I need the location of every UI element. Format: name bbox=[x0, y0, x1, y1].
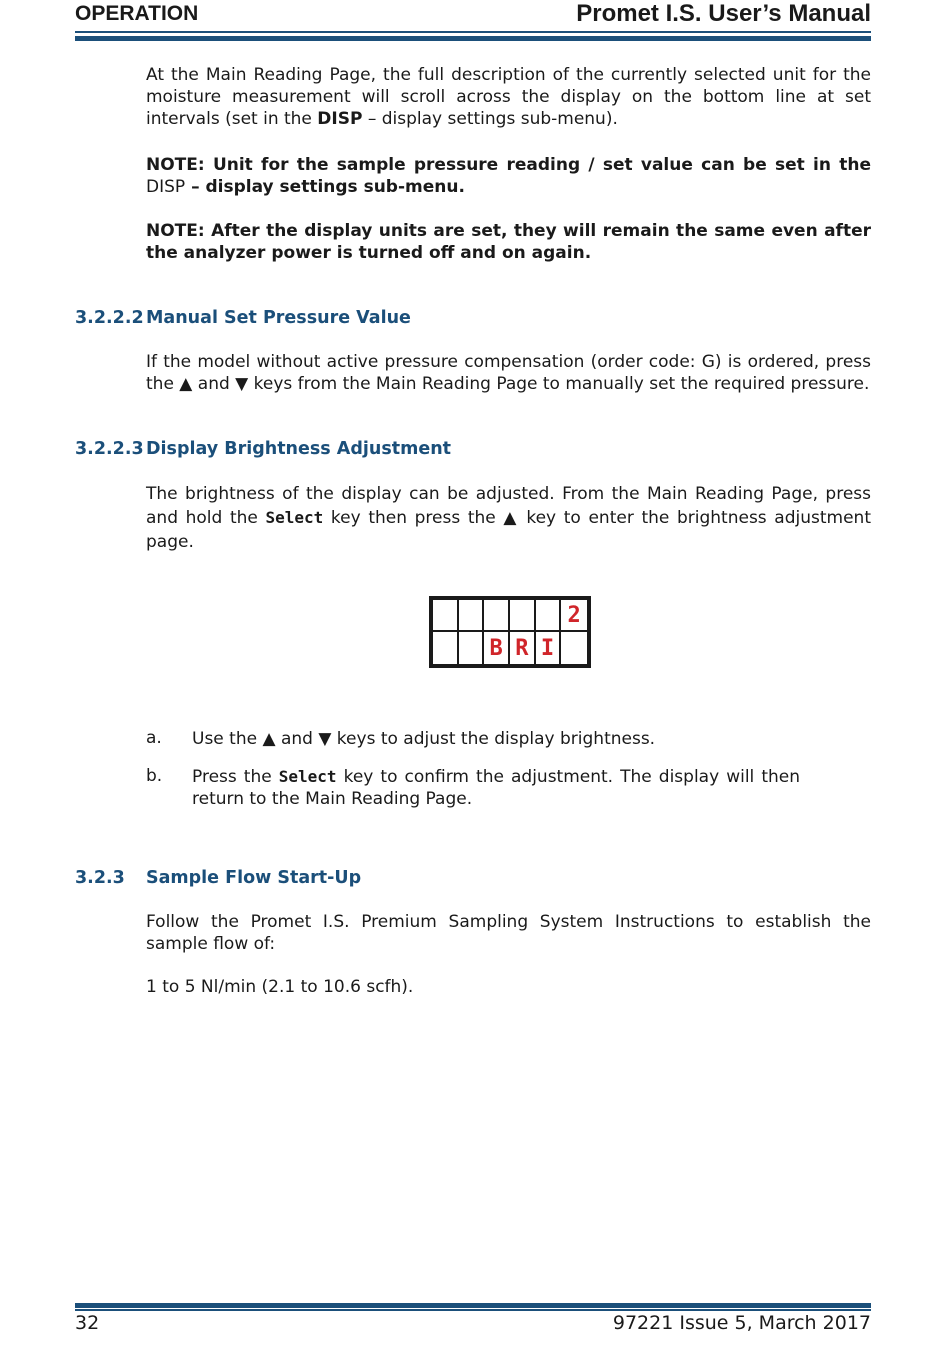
header-divider-thick bbox=[75, 36, 871, 41]
section-number: 3.2.3 bbox=[75, 868, 125, 888]
page-number: 32 bbox=[75, 1312, 100, 1334]
disp-keyword: DISP bbox=[317, 109, 363, 129]
header-manual-title: Promet I.S. User’s Manual bbox=[576, 0, 871, 27]
intro-paragraph: At the Main Reading Page, the full description of the currently selected unit for the moisture measurement will scroll across the display on the bottom line at set intervals (set in the DISP – display settings sub-menu). bbox=[146, 65, 871, 129]
section-title: Manual Set Pressure Value bbox=[146, 308, 411, 328]
note-display-units: NOTE: After the display units are set, they will remain the same even after the analyzer power is turned off and on again. bbox=[146, 221, 871, 263]
select-key-label: Select bbox=[278, 767, 337, 786]
document-issue: 97221 Issue 5, March 2017 bbox=[612, 1312, 871, 1334]
sample-flow-value: 1 to 5 Nl/min (2.1 to 10.6 scfh). bbox=[146, 977, 414, 997]
header-section-title: OPERATION bbox=[75, 2, 199, 25]
lcd-cell bbox=[561, 632, 587, 664]
lcd-cell bbox=[459, 600, 485, 632]
lcd-cell-letter: B bbox=[484, 632, 510, 664]
step-a-text: Use the ▲ and ▼ keys to adjust the display brightness. bbox=[192, 729, 656, 749]
step-a-label: a. bbox=[146, 728, 162, 748]
lcd-cell bbox=[536, 600, 562, 632]
brightness-paragraph: The brightness of the display can be adjusted. From the Main Reading Page, press and hold the Select key then press the ▲ key to enter the brightness adjustment page. bbox=[146, 484, 871, 552]
footer-divider-thin bbox=[75, 1309, 871, 1311]
lcd-cell bbox=[484, 600, 510, 632]
select-key-label: Select bbox=[265, 508, 324, 527]
footer-divider-thick bbox=[75, 1303, 871, 1308]
section-title: Display Brightness Adjustment bbox=[146, 439, 452, 459]
section-number: 3.2.2.3 bbox=[75, 439, 144, 459]
step-b-text: Press the Select key to confirm the adjustment. The display will then return to the Main Reading Page. bbox=[192, 767, 800, 809]
lcd-cell-brightness-level: 2 bbox=[561, 600, 587, 632]
lcd-cell-letter: R bbox=[510, 632, 536, 664]
section-number: 3.2.2.2 bbox=[75, 308, 144, 328]
lcd-cell bbox=[459, 632, 485, 664]
header-divider-thin bbox=[75, 31, 871, 33]
manual-pressure-paragraph: If the model without active pressure compensation (order code: G) is ordered, press the ▲ and ▼ keys from the Main Reading Page to manually set the required pressure. bbox=[146, 352, 871, 394]
sample-flow-paragraph: Follow the Promet I.S. Premium Sampling System Instructions to establish the sample flow of: bbox=[146, 912, 871, 954]
lcd-display-figure bbox=[429, 596, 591, 668]
step-b-label: b. bbox=[146, 766, 163, 786]
lcd-cell bbox=[510, 600, 536, 632]
section-title: Sample Flow Start-Up bbox=[146, 868, 362, 888]
note-unit: NOTE: Unit for the sample pressure reading / set value can be set in the DISP – display settings sub-menu. bbox=[146, 155, 871, 197]
lcd-cell bbox=[433, 600, 459, 632]
lcd-cell bbox=[433, 632, 459, 664]
lcd-cell-letter: I bbox=[536, 632, 562, 664]
